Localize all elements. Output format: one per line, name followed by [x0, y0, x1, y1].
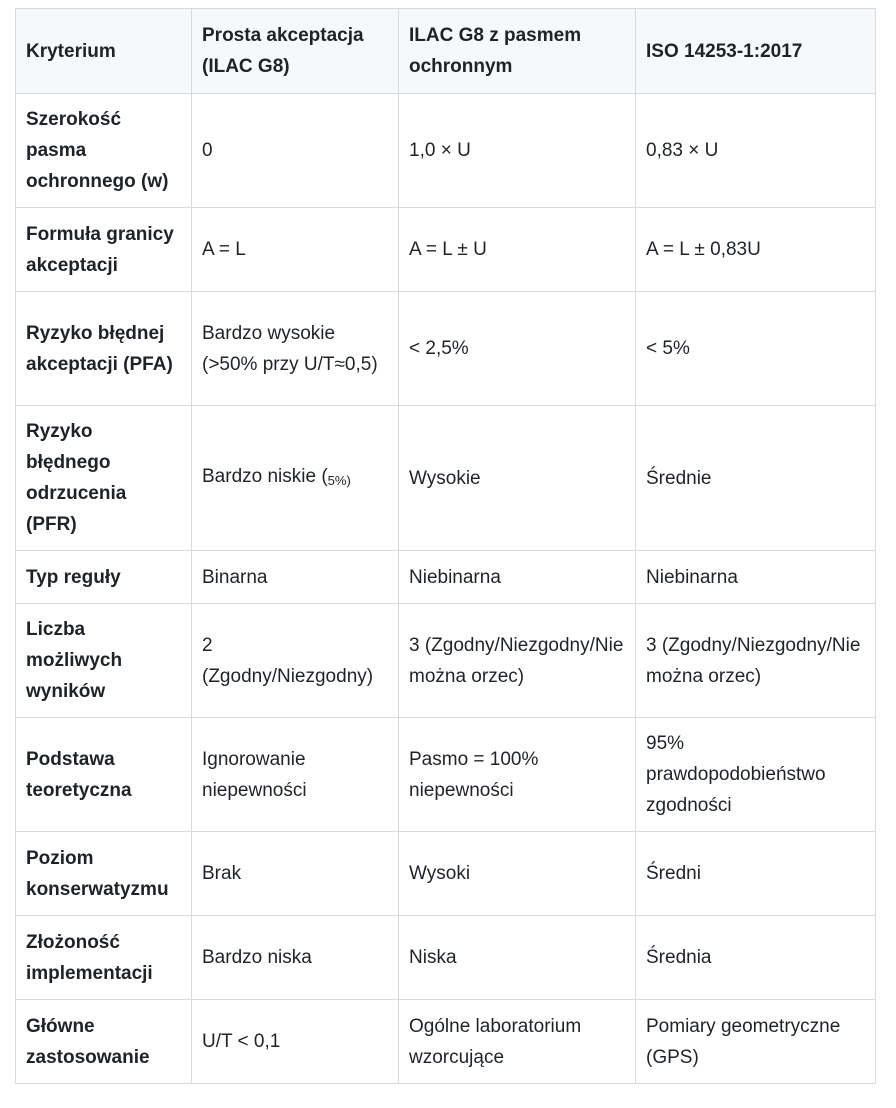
- table-row: [16, 1000, 876, 1084]
- cell-simple: Brak: [192, 832, 399, 916]
- cell-iso: 95% prawdopodobieństwo zgodności: [636, 718, 876, 832]
- comparison-table: [15, 8, 876, 1084]
- cell-ilac: Pasmo = 100% niepewności: [399, 718, 636, 832]
- cell-simple: Bardzo niska: [192, 916, 399, 1000]
- table-row: [16, 718, 876, 832]
- row-criterion: Szerokość pasma ochronnego (w): [16, 94, 192, 208]
- table-header-row: [16, 9, 876, 94]
- row-criterion: Złożoność implementacji: [16, 916, 192, 1000]
- cell-iso: Średnia: [636, 916, 876, 1000]
- row-criterion: Formuła granicy akceptacji: [16, 208, 192, 292]
- table-row: [16, 94, 876, 208]
- header-simple-acceptance: Prosta akceptacja (ILAC G8): [192, 9, 399, 94]
- cell-iso: Średni: [636, 832, 876, 916]
- cell-ilac: Wysoki: [399, 832, 636, 916]
- cell-ilac: Niebinarna: [399, 551, 636, 604]
- row-criterion: Liczba możliwych wyników: [16, 604, 192, 718]
- table-row: [16, 604, 876, 718]
- cell-simple: Bardzo wysokie (>50% przy U/T≈0,5): [192, 292, 399, 406]
- header-iso-14253: ISO 14253-1:2017: [636, 9, 876, 94]
- cell-simple: 2 (Zgodny/Niezgodny): [192, 604, 399, 718]
- cell-iso: < 5%: [636, 292, 876, 406]
- header-ilac-guard-band: ILAC G8 z pasmem ochronnym: [399, 9, 636, 94]
- cell-simple-subscript: 5%): [327, 472, 351, 488]
- cell-simple: A = L: [192, 208, 399, 292]
- cell-simple: 0: [192, 94, 399, 208]
- table-row: [16, 832, 876, 916]
- cell-simple: [192, 406, 399, 551]
- row-criterion: Główne zastosowanie: [16, 1000, 192, 1084]
- cell-simple-text: Bardzo niskie (: [202, 465, 328, 487]
- table-row: [16, 916, 876, 1000]
- cell-iso: Średnie: [636, 406, 876, 551]
- header-criterion: Kryterium: [16, 9, 192, 94]
- table-row: [16, 292, 876, 406]
- cell-ilac: < 2,5%: [399, 292, 636, 406]
- table-row: [16, 551, 876, 604]
- comparison-table-container: [15, 8, 875, 1084]
- cell-simple: U/T < 0,1: [192, 1000, 399, 1084]
- row-criterion: Poziom konserwatyzmu: [16, 832, 192, 916]
- row-criterion: Podstawa teoretyczna: [16, 718, 192, 832]
- cell-ilac: 1,0 × U: [399, 94, 636, 208]
- cell-iso: Niebinarna: [636, 551, 876, 604]
- cell-iso: 0,83 × U: [636, 94, 876, 208]
- cell-ilac: 3 (Zgodny/Niezgodny/Nie można orzec): [399, 604, 636, 718]
- table-row: [16, 406, 876, 551]
- cell-simple: Ignorowanie niepewności: [192, 718, 399, 832]
- row-criterion: Ryzyko błędnego odrzucenia (PFR): [16, 406, 192, 551]
- table-body: [16, 94, 876, 1084]
- cell-ilac: Niska: [399, 916, 636, 1000]
- cell-iso: A = L ± 0,83U: [636, 208, 876, 292]
- cell-ilac: Wysokie: [399, 406, 636, 551]
- cell-ilac: A = L ± U: [399, 208, 636, 292]
- table-header: [16, 9, 876, 94]
- cell-iso: Pomiary geometryczne (GPS): [636, 1000, 876, 1084]
- cell-ilac: Ogólne laboratorium wzorcujące: [399, 1000, 636, 1084]
- cell-simple: Binarna: [192, 551, 399, 604]
- row-criterion: Typ reguły: [16, 551, 192, 604]
- row-criterion: Ryzyko błędnej akceptacji (PFA): [16, 292, 192, 406]
- cell-iso: 3 (Zgodny/Niezgodny/Nie można orzec): [636, 604, 876, 718]
- table-row: [16, 208, 876, 292]
